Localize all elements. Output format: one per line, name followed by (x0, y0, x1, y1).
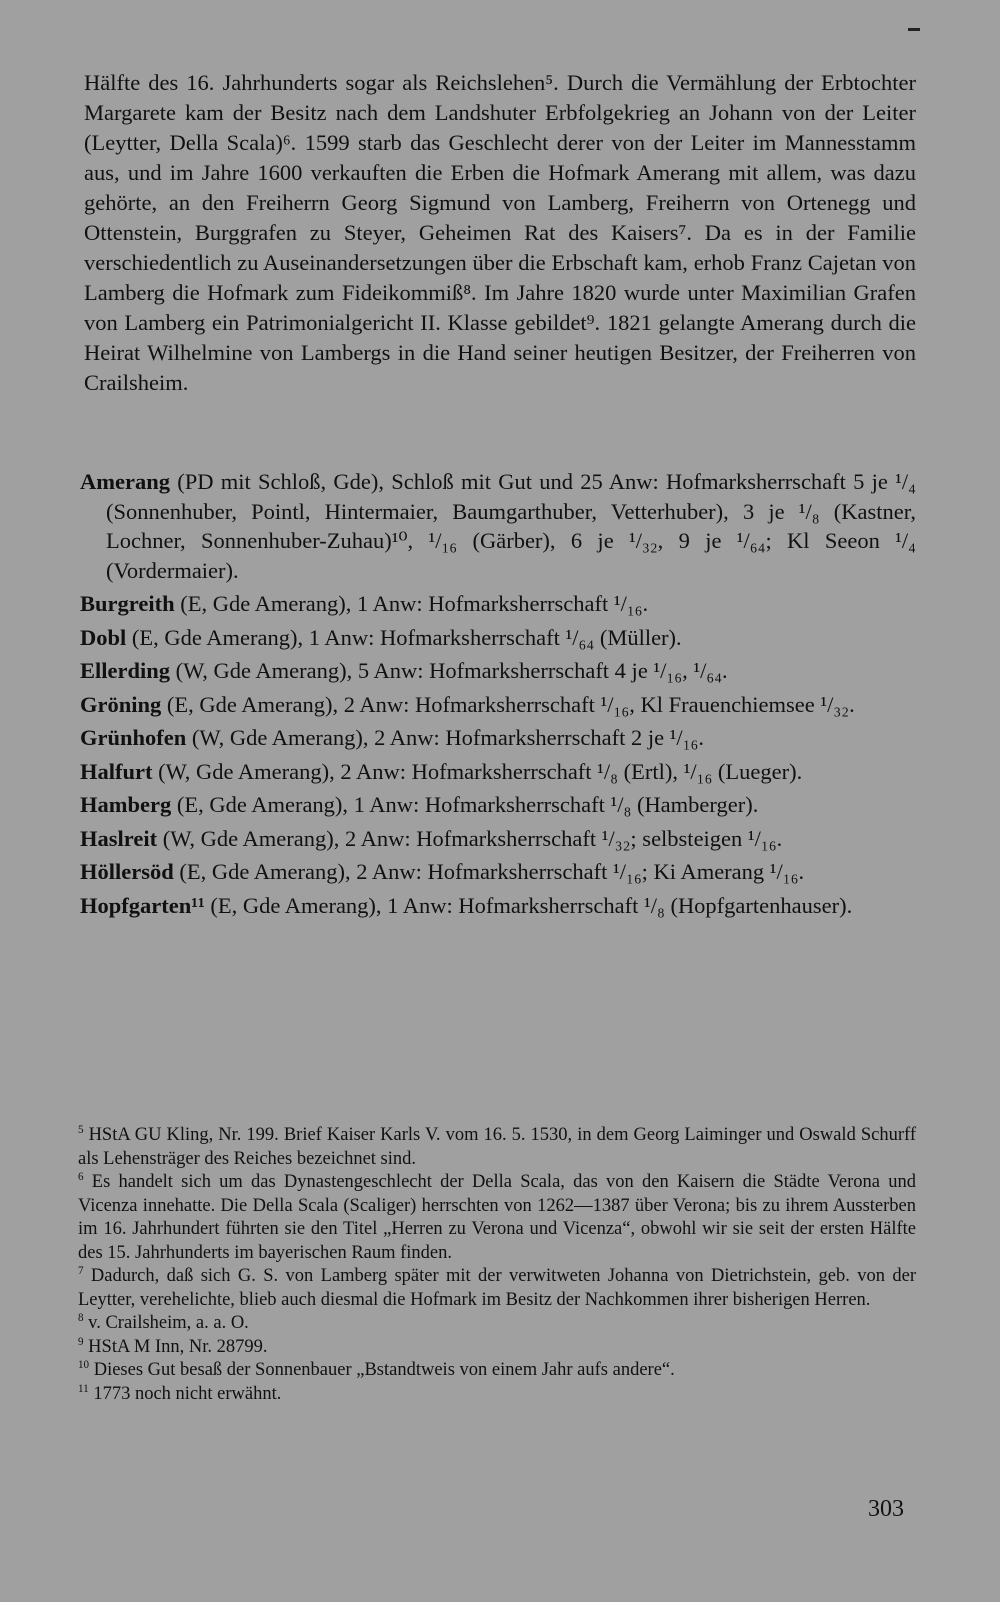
place-name: Halfurt (80, 758, 153, 784)
place-description: (E, Gde Amerang), 2 Anw: Hofmarksherrschaft ¹/₁₆; Ki Amerang ¹/₁₆. (173, 859, 805, 884)
place-name: Amerang (80, 469, 170, 494)
footnote-number: 10 (78, 1358, 90, 1371)
footnote-number: 9 (78, 1335, 84, 1348)
place-description: (E, Gde Amerang), 1 Anw: Hofmarksherrschaft ¹/₆₄ (Müller). (126, 624, 682, 650)
footnote-number: 8 (78, 1311, 84, 1324)
footnote (78, 1265, 916, 1312)
place-entry (80, 824, 916, 854)
place-name: Grünhofen (80, 725, 187, 750)
footnote (78, 1359, 916, 1383)
footnote-text: Dieses Gut besaß der Sonnenbauer „Bstandtweis von einem Jahr aufs andere“. (89, 1360, 675, 1380)
place-description: (E, Gde Amerang), 1 Anw: Hofmarksherrschaft ¹/₈ (Hopfgartenhauser). (204, 892, 853, 918)
place-name: Höllersöd (80, 859, 174, 884)
scan-mark (908, 28, 920, 31)
place-name: Hopfgarten¹¹ (80, 892, 205, 918)
footnote (78, 1336, 916, 1360)
footnote (78, 1171, 916, 1265)
place-entry (80, 857, 916, 887)
place-description: (W, Gde Amerang), 5 Anw: Hofmarksherrschaft 4 je ¹/₁₆, ¹/₆₄. (170, 658, 728, 683)
page-number: 303 (868, 1496, 904, 1522)
place-entry (80, 623, 916, 653)
place-name: Ellerding (80, 658, 171, 683)
place-name: Dobl (80, 624, 127, 650)
place-description: (E, Gde Amerang), 1 Anw: Hofmarksherrschaft ¹/₈ (Hamberger). (171, 792, 759, 817)
body-paragraph: Hälfte des 16. Jahrhunderts sogar als Reichslehen⁵. Durch die Vermählung der Erbtochter Margarete kam der Besitz nach dem Landshuter Erbfolgekrieg an Johann von der Leiter (Leytter, Della Scala)⁶. 1599 starb das Geschlecht derer von der Leiter im Mannesstamm aus, und im Jahre 1600 verkauften die Erben die Hofmark Amerang mit allem, was dazu gehörte, an den Freiherrn Georg Sigmund von Lamberg, Freiherrn von Ortenegg und Ottenstein, Burggrafen zu Steyer, Geheimen Rat des Kaisers⁷. Da es in der Familie verschiedentlich zu Auseinandersetzungen über die Erbschaft kam, erhob Franz Cajetan von Lamberg die Hofmark zum Fideikommiß⁸. Im Jahre 1820 wurde unter Maximilian Grafen von Lamberg ein Patrimonialgericht II. Klasse gebildet⁹. 1821 gelangte Amerang durch die Heirat Wilhelmine von Lambergs in die Hand seiner heutigen Besitzer, der Freiherren von Crailsheim. (84, 70, 916, 395)
footnote-number: 5 (78, 1123, 84, 1136)
place-entry (80, 790, 916, 820)
place-description: (W, Gde Amerang), 2 Anw: Hofmarksherrschaft 2 je ¹/₁₆. (186, 725, 705, 750)
place-entry (80, 656, 916, 686)
place-description: (W, Gde Amerang), 2 Anw: Hofmarksherrschaft ¹/₈ (Ertl), ¹/₁₆ (Lueger). (152, 758, 803, 784)
place-entry (80, 589, 916, 619)
footnote-number: 6 (78, 1170, 84, 1183)
footnote-text: 1773 noch nicht erwähnt. (88, 1383, 282, 1404)
place-entry (80, 467, 916, 585)
place-name: Haslreit (80, 825, 158, 851)
footnote-text: Es handelt sich um das Dynastengeschlecht der Della Scala, das von den Kaisern die Städte Verona und Vicenza innehatte. Die Della Scala (Scaliger) herrschten von 1262—1387 über Verona; bis zu ihrem Aussterben im 16. Jahrhundert führten sie den Titel „Herren zu Verona und Vicenza“, obwohl wir sie seit der ersten Hälfte des 15. Jahrhunderts im bayerischen Raum finden. (78, 1172, 916, 1263)
place-description: (E, Gde Amerang), 1 Anw: Hofmarksherrschaft ¹/₁₆. (174, 591, 649, 616)
footnote-text: HStA GU Kling, Nr. 199. Brief Kaiser Karls V. vom 16. 5. 1530, in dem Georg Laiminger und Oswald Schurff als Lehensträger des Reiches bezeichnet sind. (78, 1125, 916, 1169)
place-name: Gröning (80, 691, 162, 717)
place-name: Burgreith (80, 591, 175, 616)
place-entry (80, 690, 916, 720)
footnote-number: 11 (78, 1382, 89, 1395)
place-entry (80, 757, 916, 787)
place-entry-list (80, 467, 916, 924)
place-description: (E, Gde Amerang), 2 Anw: Hofmarksherrschaft ¹/₁₆, Kl Frauenchiemsee ¹/₃₂. (161, 691, 855, 717)
place-description: (W, Gde Amerang), 2 Anw: Hofmarksherrschaft ¹/₃₂; selbsteigen ¹/₁₆. (157, 825, 783, 851)
footnote-text: Dadurch, daß sich G. S. von Lamberg später mit der verwitweten Johanna von Dietrichstein, geb. von der Leytter, verehelichte, blieb auch diesmal die Hofmark im Besitz der Nachkommen ihrer bisherigen Herren. (78, 1266, 916, 1310)
place-entry (80, 891, 916, 921)
footnote (78, 1124, 916, 1171)
footnote-list (78, 1124, 916, 1406)
place-description: (PD mit Schloß, Gde), Schloß mit Gut und 25 Anw: Hofmarksherrschaft 5 je ¹/₄ (Sonnenhuber, Pointl, Hintermaier, Baumgarthuber, Vetterhuber), 3 je ¹/₈ (Kastner, Lochner, Sonnenhuber-Zuhau)¹⁰, ¹/₁₆ (Gärber), 6 je ¹/₃₂, 9 je ¹/₆₄; Kl Seeon ¹/₄ (Vordermaier). (106, 469, 916, 583)
footnote (78, 1312, 916, 1336)
footnote-number: 7 (78, 1264, 84, 1277)
footnote-text: v. Crailsheim, a. a. O. (83, 1313, 249, 1333)
place-entry (80, 723, 916, 753)
footnote (78, 1383, 916, 1407)
footnote-text: HStA M Inn, Nr. 28799. (83, 1336, 268, 1357)
place-name: Hamberg (80, 792, 172, 817)
